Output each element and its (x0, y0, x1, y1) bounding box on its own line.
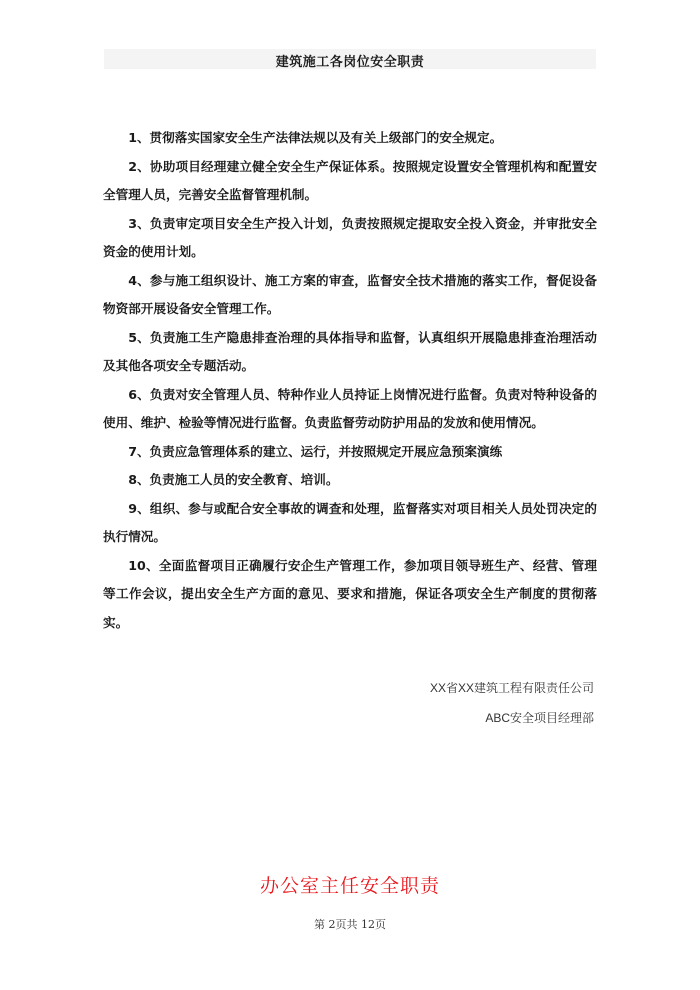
next-section-title: 办公室主任安全职责 (259, 875, 440, 897)
page-footer: 第 2页共 12页 (314, 918, 386, 931)
duty-item: 8、负责施工人员的安全教育、培训。 (128, 472, 339, 487)
duty-item: 7、负责应急管理体系的建立、运行，并按照规定开展应急预案演练 (128, 443, 503, 459)
duty-item: 4、参与施工组织设计、施工方案的审查，监督安全技术措施的落实工作，督促设备物资部开展设备安全管理工作。 (103, 272, 597, 316)
duty-item: 9、组织、参与或配合安全事故的调查和处理，监督落实对项目相关人员处罚决定的执行情况。 (103, 500, 597, 544)
document-title: 建筑施工各岗位安全职责 (275, 55, 425, 70)
duty-item: 1、贯彻落实国家安全生产法律法规以及有关上级部门的安全规定。 (128, 130, 503, 145)
duty-item: 10、全面监督项目正确履行安企生产管理工作，参加项目领导班生产、经营、管理等工作会议，提出安全生产方面的意见、要求和措施，保证各项安全生产制度的贯彻落实。 (103, 557, 597, 630)
duty-item: 5、负责施工生产隐患排查治理的具体指导和监督，认真组织开展隐患排查治理活动及其他各项安全专题活动。 (103, 329, 597, 373)
signature-department: ABC安全项目经理部 (485, 711, 594, 725)
duties-list (103, 124, 597, 637)
duty-item: 3、负责审定项目安全生产投入计划，负责按照规定提取安全投入资金，并审批安全资金的使用计划。 (103, 215, 597, 259)
duty-item: 2、协助项目经理建立健全安全生产保证体系。按照规定设置安全管理机构和配置安全管理人员，完善安全监督管理机制。 (103, 158, 597, 202)
duty-item: 6、负责对安全管理人员、特种作业人员持证上岗情况进行监督。负责对特种设备的使用、维护、检验等情况进行监督。负责监督劳动防护用品的发放和使用情况。 (103, 386, 597, 430)
signature-company: XX省XX建筑工程有限责任公司 (429, 681, 594, 695)
